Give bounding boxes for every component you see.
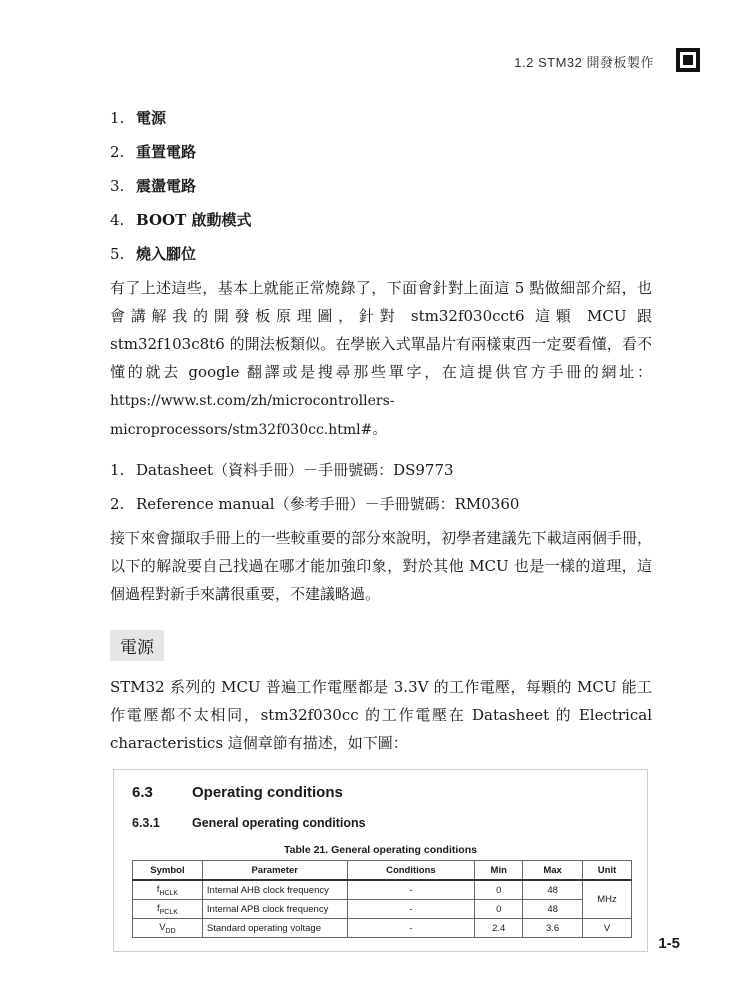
manual-list <box>110 460 652 514</box>
figure-subheading: 6.3.1 General operating conditions <box>132 816 366 830</box>
advice-paragraph: 接下來會擷取手冊上的一些較重要的部分來說明，初學者建議先下載這兩個手冊，以下的解說要自己找過在哪才能加強印象，對於其他 MCU 也是一樣的道理，這個過程對新手來講很重要，不建議略過。 <box>110 529 652 603</box>
table-row: $f_{HCLK}$ Internal AHB clock frequency - 0 48 MHz <box>133 880 632 900</box>
topic-list <box>110 108 652 264</box>
section-title-power: 電源 <box>110 630 164 661</box>
page-content <box>110 108 652 952</box>
list-item: 2. Reference manual（參考手冊）－手冊號碼：RM0360 <box>110 495 520 513</box>
table-header-row: Symbol Parameter Conditions Min Max Unit <box>133 861 632 881</box>
table-caption: Table 21. General operating conditions <box>284 844 477 856</box>
list-item: 1. 電源 <box>110 109 167 127</box>
list-item: 5. 燒入腳位 <box>110 245 197 263</box>
intro-text: 有了上述這些，基本上就能正常燒錄了，下面會針對上面這 5 點做細部介紹，也會講解我的開發板原理圖，針對 stm32f030cct6 這顆 MCU 跟 stm32f103c8t6 的開法板類似。在學嵌入式單晶片有兩樣東西一定要看懂，看不懂的就去 google 翻譯或是搜尋那些單字，在這提供官方手冊的網址： <box>110 279 652 381</box>
figure-heading: 6.3 Operating conditions <box>132 784 343 801</box>
page-number: 1-5 <box>658 935 680 952</box>
datasheet-figure <box>113 769 648 952</box>
manual-url-link[interactable]: https://www.st.com/zh/microcontrollers-microprocessors/stm32f030cc.html#。 <box>110 393 395 438</box>
list-item: 4. BOOT 啟動模式 <box>110 211 252 229</box>
intro-paragraph <box>110 274 652 444</box>
list-item: 2. 重置電路 <box>110 143 197 161</box>
table-row: $V_{DD}$ Standard operating voltage - 2.4 3.6 V <box>133 919 632 938</box>
list-item: 3. 震盪電路 <box>110 177 197 195</box>
list-item: 1. Datasheet（資料手冊）－手冊號碼：DS9773 <box>110 461 454 479</box>
table-row: $f_{PCLK}$ Internal APB clock frequency - 0 48 <box>133 900 632 919</box>
power-paragraph: STM32 系列的 MCU 普遍工作電壓都是 3.3V 的工作電壓，每顆的 MCU 能工作電壓都不太相同，stm32f030cc 的工作電壓在 Datasheet 的 Electrical characteristics 這個章節有描述，如下圖： <box>110 678 652 752</box>
operating-conditions-table <box>132 860 632 938</box>
book-corner-icon <box>674 46 702 74</box>
running-header: 1.2 STM32 開發板製作 <box>514 55 654 70</box>
